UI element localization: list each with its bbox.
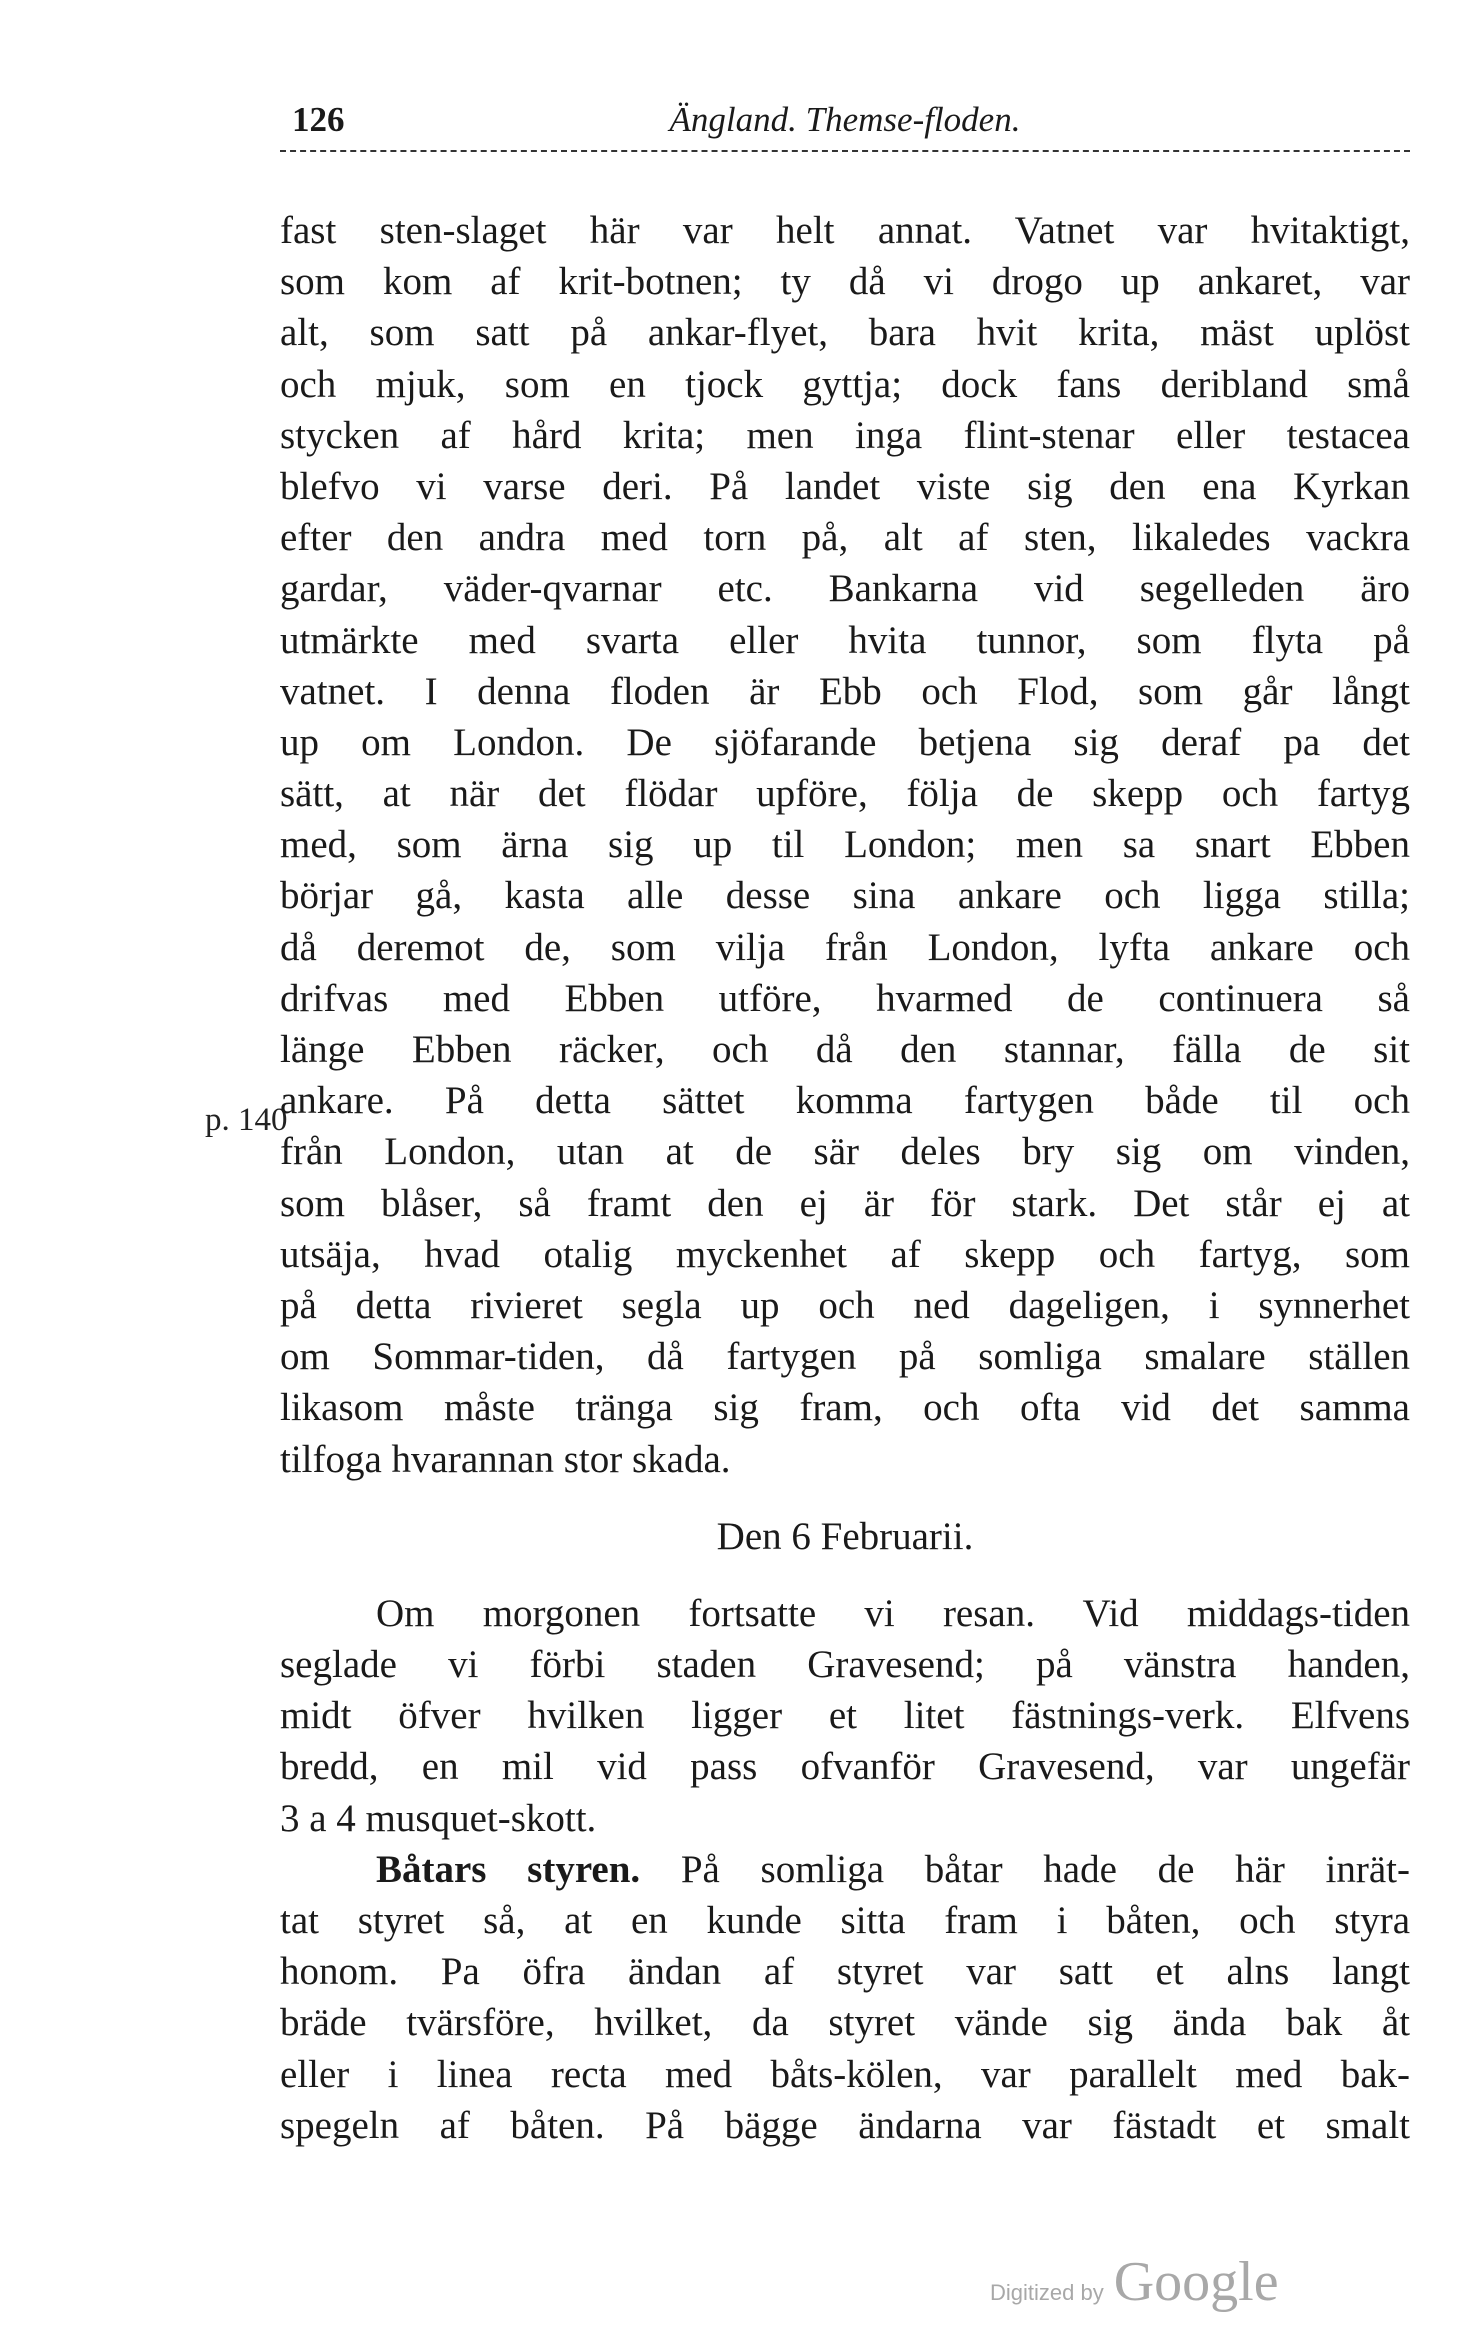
digitization-watermark (990, 2250, 1279, 2313)
text-line: stycken af hård krita; men inga flint-stenar eller testacea (280, 413, 1410, 457)
text-line: tilfoga hvarannan stor skada. (280, 1437, 731, 1481)
page-header (280, 100, 1410, 146)
text-line: då deremot de, som vilja från London, lyfta ankare och (280, 925, 1410, 969)
text-line: med, som ärna sig up til London; men sa snart Ebben (280, 823, 1410, 867)
text-line: likasom måste tränga sig fram, och ofta vid det samma (280, 1386, 1410, 1430)
text-line: seglade vi förbi staden Gravesend; på vänstra handen, (280, 1643, 1410, 1687)
text-line: efter den andra med torn på, alt af sten, likaledes vackra (280, 516, 1410, 560)
text-line: bräde tvärsföre, hvilket, da styret vände sig ända bak åt (280, 2001, 1410, 2045)
text-line: Om morgonen fortsatte vi resan. Vid middags-tiden (376, 1591, 1410, 1635)
margin-page-reference: p. 140 (205, 1102, 288, 1138)
text-line: från London, utan at de sär deles bry sig om vinden, (280, 1130, 1410, 1174)
page-number: 126 (292, 100, 345, 139)
text-line: sätt, at när det flödar upföre, följa de skepp och fartyg (280, 772, 1410, 816)
text-line: blefvo vi varse deri. På landet viste sig den ena Kyrkan (280, 464, 1410, 508)
text-line: 3 a 4 musquet-skott. (280, 1796, 597, 1840)
text-line: alt, som satt på ankar-flyet, bara hvit krita, mäst uplöst (280, 311, 1410, 355)
side-heading: Båtars styren. (376, 1847, 641, 1891)
paragraph-1 (280, 205, 1410, 1485)
header-rule (280, 150, 1410, 152)
text-line: spegeln af båten. På bägge ändarna var fästadt et smalt (280, 2103, 1410, 2147)
text-line: up om London. De sjöfarande betjena sig deraf pa det (280, 720, 1410, 764)
text-line: utsäja, hvad otalig myckenhet af skepp och fartyg, som (280, 1232, 1410, 1276)
text-line: fast sten-slaget här var helt annat. Vatnet var hvitaktigt, (280, 209, 1410, 252)
text-line: vatnet. I denna floden är Ebb och Flod, som går långt (280, 669, 1410, 713)
watermark-prefix: Digitized by (990, 2280, 1104, 2305)
text-line: som kom af krit-botnen; ty då vi drogo up ankaret, var (280, 260, 1410, 304)
text-line: gardar, väder-qvarnar etc. Bankarna vid segelleden äro (280, 567, 1410, 611)
body-text (280, 205, 1410, 2151)
paragraph-2 (280, 1588, 1410, 1844)
text-line: och mjuk, som en tjock gyttja; dock fans deribland små (280, 362, 1410, 406)
text-run: På somliga båtar hade de här inrät- (640, 1847, 1410, 1891)
text-line: honom. Pa öfra ändan af styret var satt et alns langt (280, 1950, 1410, 1994)
text-line: bredd, en mil vid pass ofvanför Gravesend, var ungefär (280, 1745, 1410, 1789)
paragraph-3 (280, 1844, 1410, 2151)
text-line: börjar gå, kasta alle desse sina ankare och ligga stilla; (280, 874, 1410, 918)
text-line: som blåser, så framt den ej är för stark. Det står ej at (280, 1181, 1410, 1225)
date-heading: Den 6 Februarii. (716, 1514, 974, 1558)
text-line: tat styret så, at en kunde sitta fram i båten, och styra (280, 1899, 1410, 1942)
text-line: på detta rivieret segla up och ned dageligen, i synnerhet (280, 1283, 1410, 1327)
text-line (280, 1844, 1410, 1895)
text-line: utmärkte med svarta eller hvita tunnor, som flyta på (280, 618, 1410, 662)
text-line: ankare. På detta sättet komma fartygen både til och (280, 1079, 1410, 1123)
text-line: midt öfver hvilken ligger et litet fästnings-verk. Elfvens (280, 1694, 1410, 1738)
text-line: eller i linea recta med båts-kölen, var parallelt med bak- (280, 2052, 1410, 2096)
running-title: Ängland. Themse-floden. (669, 100, 1021, 139)
text-line: drifvas med Ebben utföre, hvarmed de continuera så (280, 976, 1410, 1020)
text-line: om Sommar-tiden, då fartygen på somliga smalare ställen (280, 1335, 1410, 1379)
text-line: länge Ebben räcker, och då den stannar, fälla de sit (280, 1028, 1410, 1071)
google-logo-text: Google (1113, 2251, 1279, 2313)
